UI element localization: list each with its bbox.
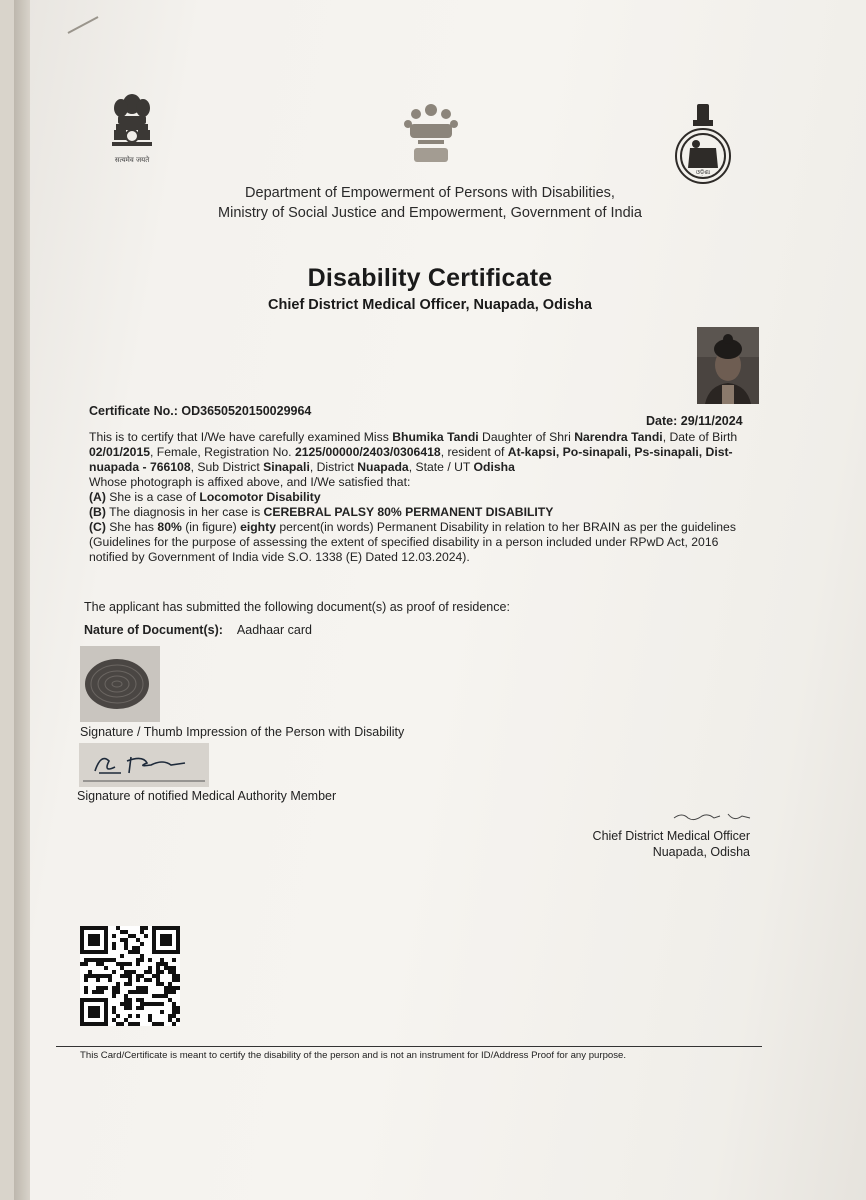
father-name: Narendra Tandi bbox=[574, 430, 663, 444]
qr-module bbox=[124, 1006, 128, 1010]
footer-note: This Card/Certificate is meant to certify the disability of the person and is not an instrument for ID/Address Proof for any purpose. bbox=[80, 1050, 627, 1061]
qr-module bbox=[112, 1018, 116, 1022]
qr-module bbox=[92, 958, 96, 962]
qr-module bbox=[168, 966, 172, 970]
qr-module bbox=[100, 986, 104, 990]
qr-module bbox=[148, 978, 152, 982]
qr-module bbox=[80, 962, 84, 966]
qr-module bbox=[164, 990, 168, 994]
qr-module bbox=[140, 1002, 144, 1006]
qr-module bbox=[132, 934, 136, 938]
qr-module bbox=[112, 970, 116, 974]
body-text: She has bbox=[105, 520, 158, 534]
qr-module bbox=[120, 930, 124, 934]
certification-text bbox=[89, 430, 761, 565]
qr-module bbox=[136, 978, 140, 982]
qr-module bbox=[124, 970, 128, 974]
photo-affixed-statement: Whose photograph is affixed above, and I/We satisfied that: bbox=[89, 475, 411, 489]
qr-module bbox=[148, 1014, 152, 1018]
qr-module bbox=[136, 998, 140, 1002]
qr-module bbox=[124, 1018, 128, 1022]
qr-module bbox=[172, 1002, 176, 1006]
qr-module bbox=[120, 954, 124, 958]
body-text: , Sub District bbox=[190, 460, 264, 474]
disability-percent-words: eighty bbox=[240, 520, 276, 534]
certificate-number-value: OD3650520150029964 bbox=[181, 404, 312, 418]
qr-module bbox=[148, 966, 152, 970]
qr-module bbox=[104, 958, 108, 962]
qr-module bbox=[156, 970, 160, 974]
national-motto: सत्यमेव जयते bbox=[114, 156, 150, 164]
document-nature bbox=[84, 623, 312, 637]
qr-module bbox=[112, 1006, 116, 1010]
qr-module bbox=[84, 974, 88, 978]
qr-module bbox=[168, 1014, 172, 1018]
body-text: She is a case of bbox=[105, 490, 200, 504]
qr-module bbox=[112, 1010, 116, 1014]
qr-module bbox=[156, 962, 160, 966]
qr-module bbox=[140, 986, 144, 990]
qr-module bbox=[124, 962, 128, 966]
body-text: This is to certify that I/We have carefully examined Miss bbox=[89, 430, 393, 444]
qr-module bbox=[152, 1022, 156, 1026]
qr-module bbox=[84, 962, 88, 966]
qr-module bbox=[120, 966, 124, 970]
qr-module bbox=[96, 958, 100, 962]
qr-module bbox=[172, 1010, 176, 1014]
qr-module bbox=[172, 958, 176, 962]
qr-module bbox=[148, 958, 152, 962]
qr-module bbox=[160, 962, 164, 966]
qr-module bbox=[148, 1002, 152, 1006]
qr-module bbox=[124, 974, 128, 978]
qr-module bbox=[116, 1022, 120, 1026]
qr-module bbox=[120, 1002, 124, 1006]
qr-module bbox=[164, 994, 168, 998]
qr-module bbox=[140, 998, 144, 1002]
qr-module bbox=[96, 978, 100, 982]
state: Odisha bbox=[473, 460, 515, 474]
qr-module bbox=[176, 1018, 180, 1022]
qr-module bbox=[172, 966, 176, 970]
qr-module bbox=[128, 998, 132, 1002]
qr-module bbox=[172, 1006, 176, 1010]
qr-finder bbox=[88, 934, 100, 946]
qr-module bbox=[92, 990, 96, 994]
qr-module bbox=[172, 978, 176, 982]
qr-module bbox=[108, 978, 112, 982]
clause-label: (A) bbox=[89, 490, 106, 504]
qr-module bbox=[156, 1002, 160, 1006]
qr-module bbox=[128, 1014, 132, 1018]
ashoka-emblem-icon bbox=[108, 92, 156, 165]
member-signature-caption: Signature of notified Medical Authority Member bbox=[77, 789, 337, 803]
odisha-seal-icon bbox=[668, 102, 738, 191]
body-text: , State / UT bbox=[408, 460, 474, 474]
qr-module bbox=[172, 990, 176, 994]
qr-module bbox=[136, 1022, 140, 1026]
qr-module bbox=[124, 1002, 128, 1006]
cmo-signature bbox=[672, 810, 752, 824]
body-text: Daughter of Shri bbox=[478, 430, 575, 444]
qr-module bbox=[144, 986, 148, 990]
issuer-title: Chief District Medical Officer, Nuapada, Odisha bbox=[268, 297, 592, 313]
qr-module bbox=[108, 958, 112, 962]
qr-module bbox=[104, 974, 108, 978]
qr-module bbox=[164, 986, 168, 990]
clause-label: (C) bbox=[89, 520, 106, 534]
thumb-impression bbox=[80, 646, 160, 722]
qr-module bbox=[132, 990, 136, 994]
member-signature bbox=[79, 743, 209, 787]
document-nature-label: Nature of Document(s): bbox=[84, 623, 223, 637]
qr-module bbox=[156, 1022, 160, 1026]
qr-module bbox=[120, 974, 124, 978]
qr-module bbox=[116, 1014, 120, 1018]
qr-module bbox=[112, 934, 116, 938]
qr-module bbox=[140, 974, 144, 978]
disability-percent: 80% bbox=[157, 520, 182, 534]
footer-divider bbox=[56, 1046, 762, 1047]
qr-module bbox=[124, 938, 128, 942]
qr-module bbox=[176, 986, 180, 990]
qr-module bbox=[132, 946, 136, 950]
qr-module bbox=[124, 930, 128, 934]
qr-module bbox=[96, 986, 100, 990]
qr-module bbox=[136, 1014, 140, 1018]
address: At-kapsi, Po-sinapali, Ps-sinapali, Dist-nuapada - 766108 bbox=[89, 445, 733, 474]
qr-module bbox=[172, 970, 176, 974]
qr-module bbox=[104, 966, 108, 970]
qr-module bbox=[164, 966, 168, 970]
qr-module bbox=[100, 958, 104, 962]
qr-module bbox=[112, 946, 116, 950]
department-line-1: Department of Empowerment of Persons with Disabilities, bbox=[245, 185, 615, 201]
qr-module bbox=[128, 1022, 132, 1026]
proof-statement: The applicant has submitted the following document(s) as proof of residence: bbox=[84, 600, 510, 614]
qr-module bbox=[116, 962, 120, 966]
cmo-location: Nuapada, Odisha bbox=[652, 845, 750, 859]
qr-module bbox=[112, 942, 116, 946]
cmo-title: Chief District Medical Officer bbox=[592, 829, 750, 843]
qr-module bbox=[96, 990, 100, 994]
certificate-number-label: Certificate No.: bbox=[89, 404, 178, 418]
qr-module bbox=[156, 966, 160, 970]
qr-module bbox=[160, 1002, 164, 1006]
thumb-caption: Signature / Thumb Impression of the Person with Disability bbox=[80, 725, 405, 739]
applicant-photo bbox=[697, 327, 759, 404]
district: Nuapada bbox=[357, 460, 409, 474]
department-header bbox=[160, 183, 700, 223]
qr-module bbox=[128, 1002, 132, 1006]
qr-module bbox=[152, 994, 156, 998]
clause-c bbox=[89, 520, 761, 565]
qr-module bbox=[152, 1002, 156, 1006]
qr-module bbox=[84, 990, 88, 994]
qr-module bbox=[136, 986, 140, 990]
qr-module bbox=[176, 1006, 180, 1010]
qr-module bbox=[84, 958, 88, 962]
body-text: percent(in words) Permanent Disability in relation to her BRAIN as per the guidelines (Guidelines for the purpose of assessing the extent of specified disability in a person included under RPwD Act, 2016 notified by Government of India vide S.O. 1338 (E) Dated 12.03.2024). bbox=[89, 520, 736, 564]
cmo-designation bbox=[560, 828, 750, 860]
qr-module bbox=[100, 974, 104, 978]
body-text: , Female, Registration No. bbox=[150, 445, 295, 459]
qr-module bbox=[176, 1010, 180, 1014]
qr-module bbox=[136, 1006, 140, 1010]
qr-module bbox=[124, 982, 128, 986]
qr-module bbox=[144, 934, 148, 938]
qr-module bbox=[172, 1014, 176, 1018]
qr-code-icon[interactable] bbox=[80, 926, 180, 1026]
document-nature-value: Aadhaar card bbox=[236, 623, 312, 637]
clause-label: (B) bbox=[89, 505, 106, 519]
qr-module bbox=[124, 946, 128, 950]
qr-module bbox=[136, 950, 140, 954]
page-edge bbox=[14, 0, 30, 1200]
qr-module bbox=[156, 974, 160, 978]
qr-module bbox=[136, 962, 140, 966]
qr-module bbox=[116, 990, 120, 994]
qr-module bbox=[144, 970, 148, 974]
body-text: , District bbox=[309, 460, 358, 474]
qr-module bbox=[128, 982, 132, 986]
qr-module bbox=[172, 986, 176, 990]
qr-module bbox=[128, 990, 132, 994]
qr-module bbox=[100, 990, 104, 994]
qr-module bbox=[84, 978, 88, 982]
qr-module bbox=[116, 986, 120, 990]
clause-b bbox=[89, 505, 761, 520]
qr-module bbox=[92, 974, 96, 978]
qr-module bbox=[120, 1022, 124, 1026]
qr-module bbox=[108, 974, 112, 978]
qr-module bbox=[168, 970, 172, 974]
qr-module bbox=[116, 982, 120, 986]
qr-module bbox=[112, 958, 116, 962]
qr-module bbox=[160, 970, 164, 974]
qr-module bbox=[144, 1002, 148, 1006]
date-value: 29/11/2024 bbox=[680, 414, 743, 428]
qr-module bbox=[124, 942, 128, 946]
qr-module bbox=[140, 954, 144, 958]
qr-module bbox=[128, 974, 132, 978]
qr-module bbox=[120, 962, 124, 966]
qr-module bbox=[140, 1006, 144, 1010]
sub-district: Sinapali bbox=[263, 460, 310, 474]
qr-module bbox=[112, 994, 116, 998]
qr-module bbox=[132, 1022, 136, 1026]
qr-module bbox=[84, 986, 88, 990]
qr-module bbox=[160, 982, 164, 986]
qr-module bbox=[136, 990, 140, 994]
qr-module bbox=[168, 998, 172, 1002]
qr-module bbox=[112, 990, 116, 994]
qr-module bbox=[148, 970, 152, 974]
qr-module bbox=[128, 978, 132, 982]
qr-module bbox=[128, 962, 132, 966]
qr-module bbox=[160, 994, 164, 998]
qr-module bbox=[164, 962, 168, 966]
clause-a bbox=[89, 490, 761, 505]
department-line-2: Ministry of Social Justice and Empowerment, Government of India bbox=[218, 205, 642, 221]
qr-module bbox=[96, 962, 100, 966]
qr-module bbox=[172, 1022, 176, 1026]
qr-module bbox=[160, 958, 164, 962]
qr-module bbox=[136, 946, 140, 950]
qr-finder bbox=[88, 1006, 100, 1018]
qr-module bbox=[136, 974, 140, 978]
qr-module bbox=[144, 978, 148, 982]
qr-module bbox=[88, 958, 92, 962]
qr-module bbox=[156, 978, 160, 982]
qr-module bbox=[140, 942, 144, 946]
state-motto: ଓଡ଼ିଶା bbox=[695, 169, 711, 176]
qr-finder bbox=[160, 934, 172, 946]
qr-module bbox=[100, 962, 104, 966]
qr-module bbox=[140, 926, 144, 930]
qr-module bbox=[132, 950, 136, 954]
qr-module bbox=[96, 974, 100, 978]
qr-module bbox=[168, 986, 172, 990]
qr-module bbox=[176, 978, 180, 982]
qr-module bbox=[156, 982, 160, 986]
qr-module bbox=[144, 926, 148, 930]
qr-module bbox=[160, 1022, 164, 1026]
applicant-name: Bhumika Tandi bbox=[392, 430, 479, 444]
qr-module bbox=[140, 930, 144, 934]
qr-module bbox=[124, 998, 128, 1002]
qr-module bbox=[168, 982, 172, 986]
qr-module bbox=[136, 958, 140, 962]
qr-module bbox=[88, 970, 92, 974]
qr-module bbox=[112, 986, 116, 990]
qr-module bbox=[128, 1006, 132, 1010]
qr-module bbox=[136, 938, 140, 942]
qr-module bbox=[128, 934, 132, 938]
qr-module bbox=[140, 990, 144, 994]
qr-module bbox=[132, 970, 136, 974]
body-text: The diagnosis in her case is bbox=[105, 505, 264, 519]
date-of-birth: 02/01/2015 bbox=[89, 445, 150, 459]
qr-module bbox=[148, 1018, 152, 1022]
issue-date bbox=[646, 414, 743, 428]
body-text: , resident of bbox=[440, 445, 508, 459]
qr-module bbox=[168, 1018, 172, 1022]
qr-module bbox=[116, 926, 120, 930]
registration-number: 2125/00000/2403/0306418 bbox=[294, 445, 441, 459]
page-title: Disability Certificate bbox=[307, 264, 553, 292]
qr-module bbox=[140, 958, 144, 962]
disability-type: Locomotor Disability bbox=[199, 490, 321, 504]
qr-module bbox=[124, 994, 128, 998]
qr-module bbox=[144, 990, 148, 994]
qr-module bbox=[88, 974, 92, 978]
date-label: Date: bbox=[646, 414, 678, 428]
qr-module bbox=[128, 950, 132, 954]
body-text: (in figure) bbox=[181, 520, 241, 534]
qr-module bbox=[172, 974, 176, 978]
qr-module bbox=[176, 974, 180, 978]
qr-module bbox=[156, 994, 160, 998]
qr-module bbox=[168, 990, 172, 994]
qr-module bbox=[120, 938, 124, 942]
qr-module bbox=[104, 986, 108, 990]
diagnosis: CEREBRAL PALSY 80% PERMANENT DISABILITY bbox=[263, 505, 554, 519]
certificate-number bbox=[89, 404, 311, 418]
qr-module bbox=[160, 1010, 164, 1014]
qr-module bbox=[128, 970, 132, 974]
odisha-logo-icon bbox=[396, 102, 466, 166]
body-text: , Date of Birth bbox=[662, 430, 738, 444]
qr-module bbox=[152, 974, 156, 978]
